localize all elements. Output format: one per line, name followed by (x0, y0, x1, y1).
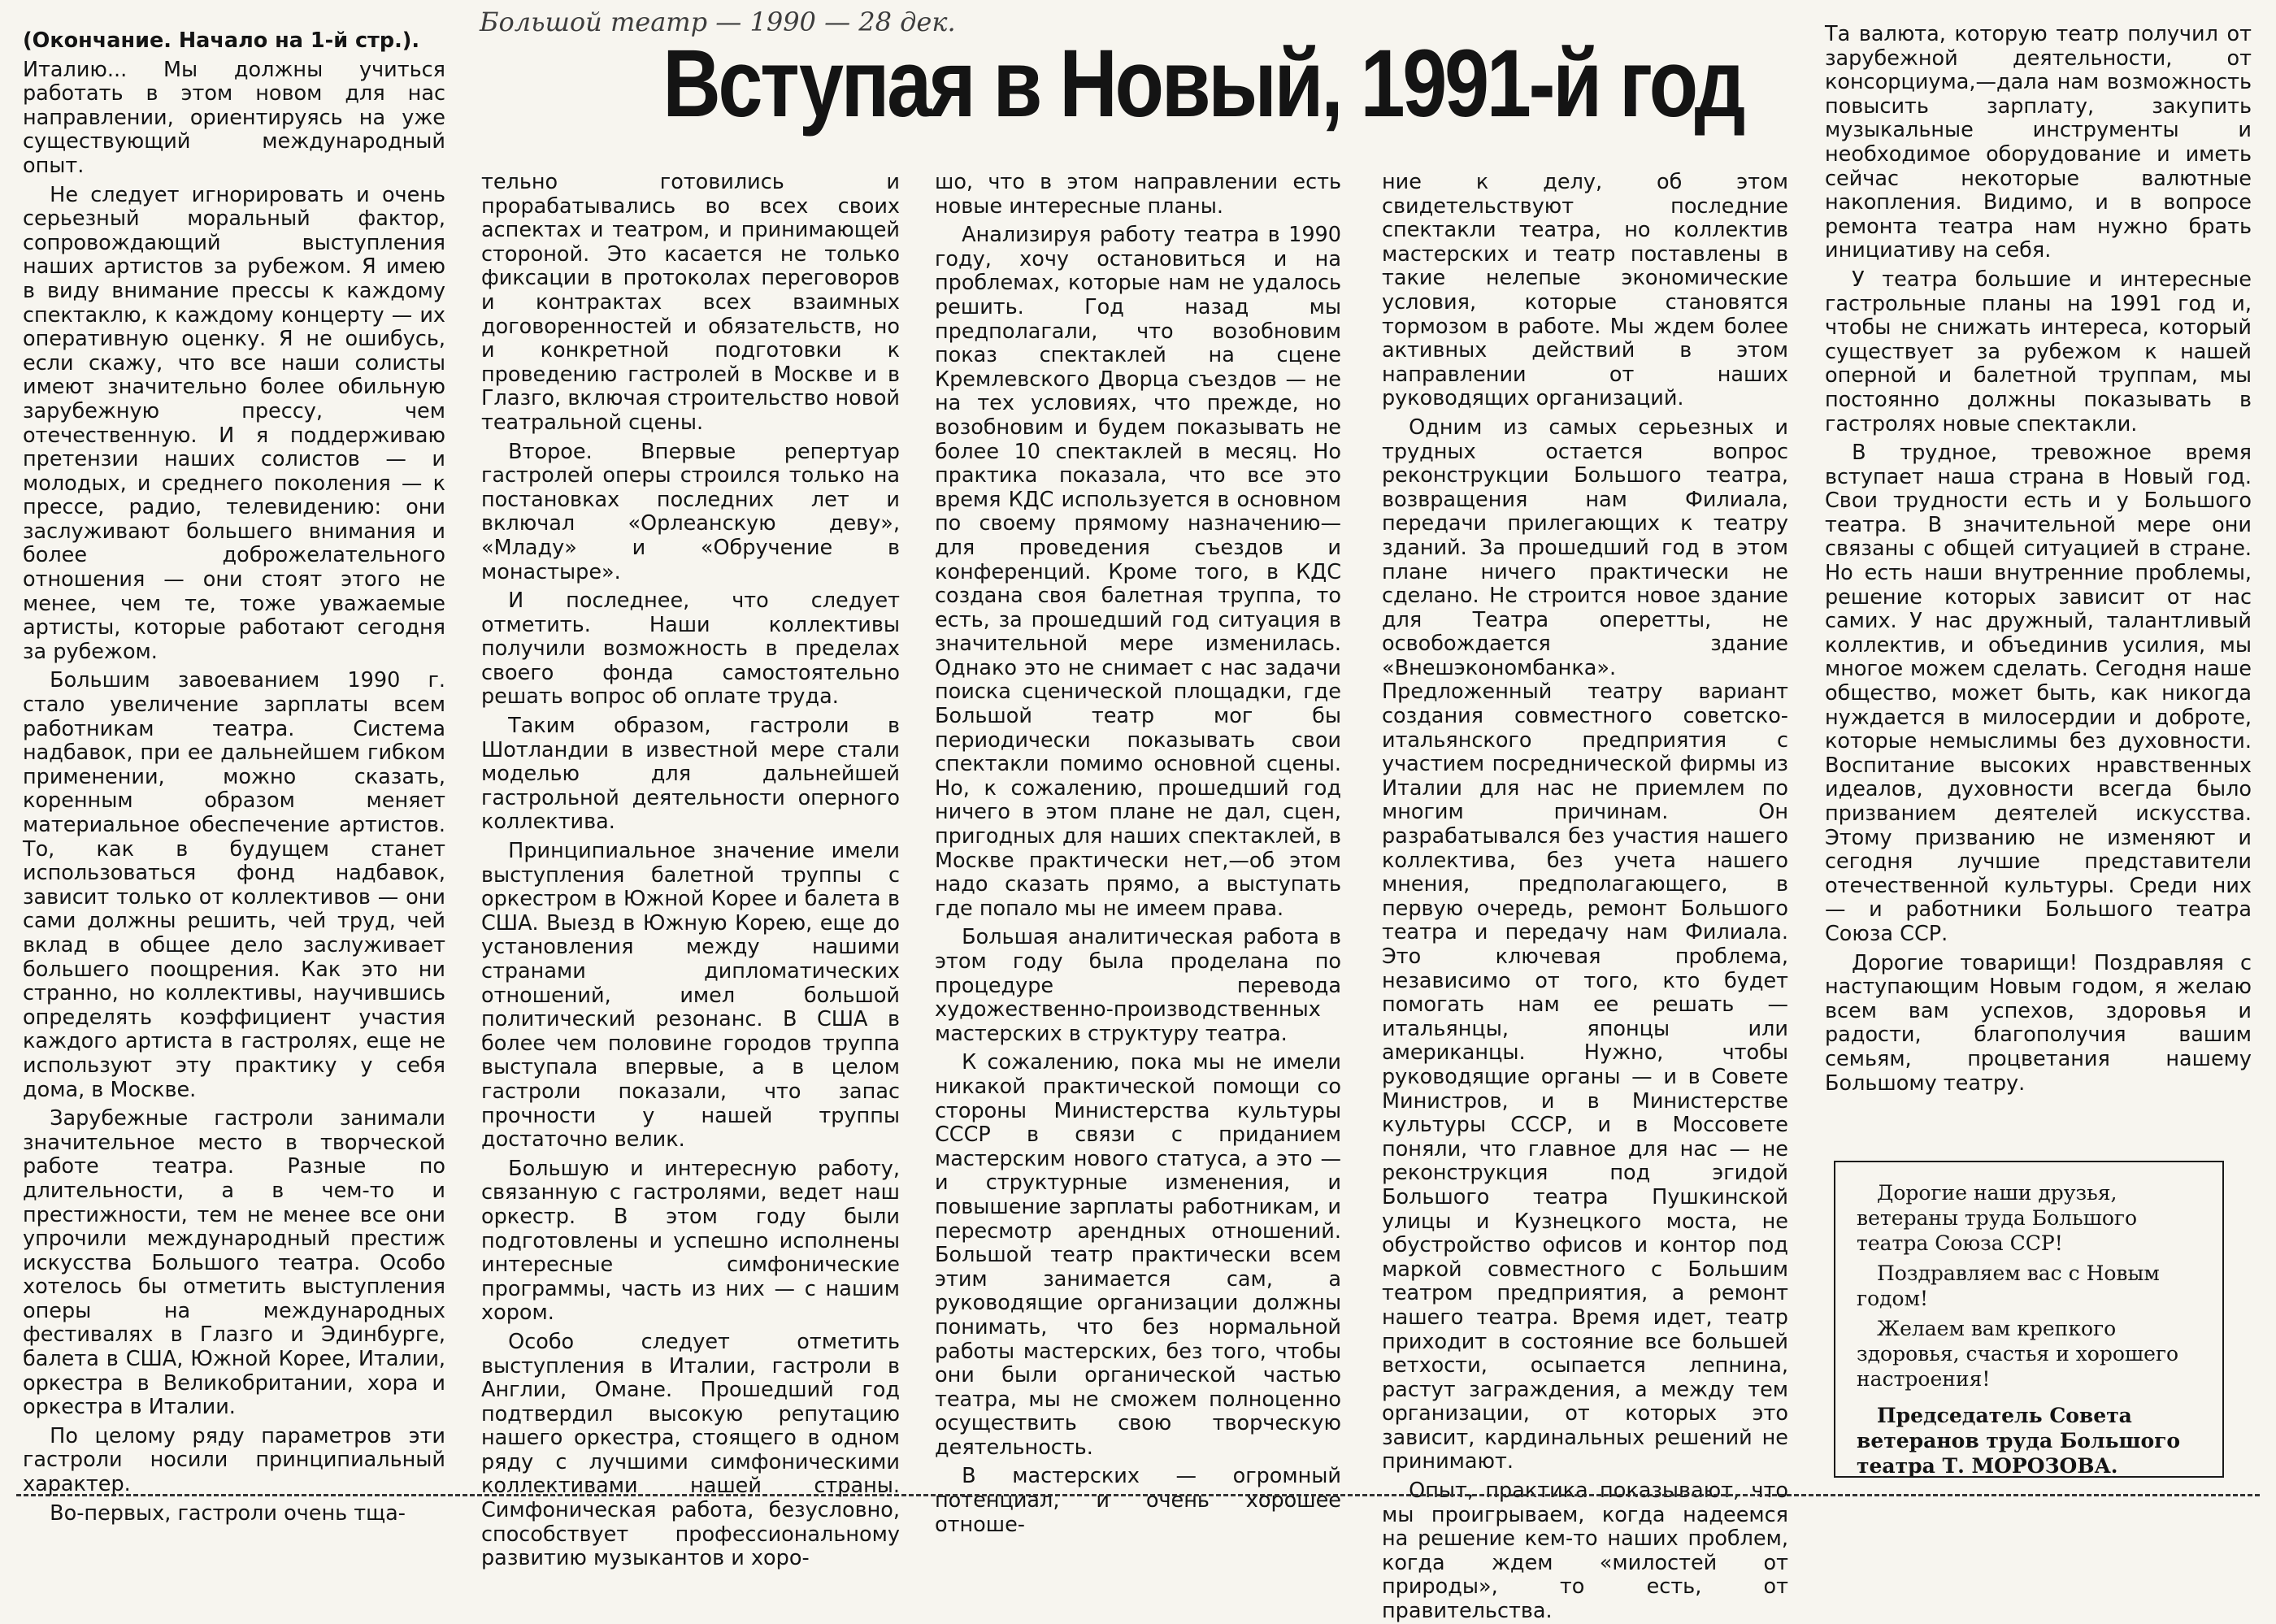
veterans-greeting-box (1834, 1161, 2224, 1478)
paragraph: Второе. Впервые репертуар гастролей оперы строился только на постановках последних лет и включал «Орлеанскую деву», «Младу» и «Обручение в монастыре». (481, 439, 900, 584)
paragraph: Анализируя работу театра в 1990 году, хочу остановиться и на проблемах, которые нам не удалось решить. Год назад мы предполагали, что возобновим показ спектаклей на сцене Кремлевского Дворца съездов — не на тех условиях, что прежде, но возобновим и будем показывать не более 10 спектаклей в месяц. Но практика показала, что все это время КДС используется в основном по своему прямому назначению—для проведения съездов и конференций. Кроме того, в КДС создана своя балетная труппа, то есть, за прошедший год ситуация в значительной мере изменилась. Однако это не снимает с нас задачи поиска сценической площадки, где Большой театр мог бы периодически показывать свои спектакли помимо основной сцены. Но, к сожалению, прошедший год ничего в этом плане не дал, сцен, пригодных для наших спектаклей, в Москве практически нет,—об этом надо сказать прямо, а выступать где попало мы не имеем права. (935, 223, 1341, 921)
paragraph: Принципиальное значение имели выступления балетной труппы с оркестром в Южной Корее и балета в США. Выезд в Южную Корею, еще до установления между нашими странами дипломатических отношений, имел большой политический резонанс. В США в более чем половине городов труппа выступала впервые, а в целом гастроли показали, что запас прочности у нашей труппы достаточно велик. (481, 839, 900, 1153)
bottom-cut-line (16, 1494, 2260, 1496)
paragraph: Во-первых, гастроли очень тща- (50, 1500, 406, 1526)
greeting-paragraph: Дорогие наши друзья, ветераны труда Большого театра Союза ССР! (1857, 1181, 2138, 1255)
paragraph: В трудное, тревожное время вступает наша страна в Новый год. Свои трудности есть и у Большого театра. В значительной мере они связаны с общей ситуацией в стране. Но есть наши внутренние проблемы, решение которых зависит от нас самих. У нас дружный, талантливый коллектив, и объединив усилия, мы многое можем сделать. Сегодня наше общество, может быть, как никогда нуждается в милосердии и доброте, которые немыслимы без духовности. Воспитание высоких нравственных идеалов, духовности всегда было призванием деятелей искусства. Этому призванию не изменяют и сегодня лучшие представители отечественной культуры. Среди них — и работники Большого театра Союза ССР. (1825, 441, 2252, 946)
paragraph: В мастерских — огромный потенциал, и очень хорошее отноше- (935, 1464, 1341, 1537)
article-column-2 (481, 170, 900, 1571)
greeting-signature: Председатель Совета ветеранов труда Большого театра Т. МОРОЗОВА. (1857, 1404, 2181, 1478)
paragraph: И последнее, что следует отметить. Наши коллективы получили возможность в пределах своего фонда самостоятельно решать вопрос об оплате труда. (481, 588, 900, 710)
paragraph: Не следует игнорировать и очень серьезный моральный фактор, сопровождающий выступления наших артистов за рубежом. Я имею в виду внимание прессы к каждому спектаклю, к каждому концерту — их оперативную оценку. Я не ошибусь, если скажу, что все наши солисты имеют значительно более обильную зарубежную прессу, чем отечественную. И я поддерживаю претензии наших солистов — и молодых, и среднего поколения — к прессе, радио, телевидению: они заслуживают большего внимания и более доброжелательного отношения — они стоят этого не менее, чем те, тоже уважаемые артисты, которые работают сегодня за рубежом. (23, 182, 445, 664)
paragraph: шо, что в этом направлении есть новые интересные планы. (935, 170, 1341, 219)
greeting-paragraph: Поздравляем вас с Новым годом! (1857, 1261, 2160, 1310)
paragraph: Зарубежные гастроли занимали значительное место в творческой работе театра. Разные по длительности, а в чем-то и престижности, тем не менее все они упрочили международный престиж искусства Большого театра. Особо хотелось бы отметить выступления оперы на международных фестивалях в Глазго и Эдинбурге, балета в США, Южной Корее, Италии, оркестра в Великобритании, хора и оркестра в Италии. (23, 1106, 445, 1420)
paragraph: Таким образом, гастроли в Шотландии в известной мере стали моделью для дальнейшей гастрольной деятельности оперного коллектива. (481, 714, 900, 835)
paragraph: Большая аналитическая работа в этом году была проделана по процедуре перевода художественно-производственных мастерских в структуру театра. (935, 925, 1341, 1046)
paragraph: Дорогие товарищи! Поздравляя с наступающим Новым годом, я желаю всем вам успехов, здоровья и радости, благополучия вашим семьям, процветания нашему Большому театру. (1825, 950, 2252, 1096)
article-column-1 (23, 28, 445, 1526)
paragraph: По целому ряду параметров эти гастроли носили принципиальный характер. (23, 1423, 445, 1497)
paragraph: Одним из самых серьезных и трудных остается вопрос реконструкции Большого театра, возвращения нам Филиала, передачи прилегающих к театру зданий. За прошедший год в этом плане ничего практически не сделано. Не строится новое здание для Театра оперетты, не освобождается здание «Внешэкономбанка». Предложенный театру вариант создания совместного советско-итальянского предприятия с участием посреднической фирмы из Италии для нас не приемлем по многим причинам. Он разрабатывался без участия нашего коллектива, без учета нашего мнения, предполагающего, в первую очередь, ремонт Большого театра и передачу нам Филиала. Это ключевая проблема, независимо от того, кто будет помогать нам ее решать — итальянцы, японцы или американцы. Нужно, чтобы руководящие органы — и в Совете Министров, и в Министерстве культуры СССР, и в Моссовете поняли, что главное для нас — не реконструкция под эгидой Большого театра Пушкинской улицы и Кузнецкого моста, не обустройство офисов и контор под маркой совместного с Большим театром предприятия, а ремонт нашего театра. Время идет, театр приходит в состояние все большей ветхости, осыпается лепнина, растут заграждения, а между тем организации, от которых это зависит, кардинальных решений не принимают. (1382, 415, 1788, 1474)
continuation-note: (Окончание. Начало на 1-й стр.). (23, 28, 420, 53)
headline: Вступая в Новый, 1991-й год (662, 30, 1744, 137)
greeting-paragraph: Желаем вам крепкого здоровья, счастья и хорошего настроения! (1857, 1317, 2179, 1391)
paragraph: К сожалению, пока мы не имели никакой практической помощи со стороны Министерства культуры СССР в связи с приданием мастерским нового статуса, а это — и структурные изменения, и повышение зарплаты работникам, и пересмотр арендных отношений. Большой театр практически всем этим занимается сам, а руководящие организации должны понимать, что без нормальной работы мастерских, без того, чтобы они были органической частью театра, мы не сможем полноценно осуществить свою творческую деятельность. (935, 1050, 1341, 1460)
paragraph: Опыт, практика показывают, что мы проигрываем, когда надеемся на решение кем-то наших проблем, когда ждем «милостей от природы», то есть, от правительства. (1382, 1479, 1788, 1624)
article-column-5 (1825, 23, 2252, 1153)
paragraph: Большим завоеванием 1990 г. стало увеличение зарплаты всем работникам театра. Система надбавок, при ее дальнейшем гибком применении, можно сказать, коренным образом меняет материальное обеспечение артистов. То, как в будущем станет использоваться фонд надбавок, зависит только от коллективов — они сами должны решить, чей труд, чей вклад в общее дело заслуживает большего поощрения. Как это ни странно, но коллективы, научившись определять коэффициент участия каждого артиста в гастролях, еще не используют эту практику у себя дома, в Москве. (23, 668, 445, 1102)
handwritten-date-note: Большой театр — 1990 — 28 дек. (480, 7, 956, 37)
paragraph: У театра большие и интересные гастрольные планы на 1991 год и, чтобы не снижать интереса, который существует за рубежом к нашей оперной и балетной труппам, мы постоянно должны показывать в гастролях новые спектакли. (1825, 267, 2252, 436)
article-column-4 (1382, 170, 1788, 1624)
paragraph: тельно готовились и прорабатывались во всех своих аспектах и театром, и принимающей стороной. Это касается не только фиксации в протоколах переговоров и контрактах всех взаимных договоренностей и обязательств, но и конкретной подготовки к проведению гастролей в Москве и в Глазго, включая строительство новой театральной сцены. (481, 170, 900, 435)
article-column-3 (935, 170, 1341, 1537)
paragraph: Та валюта, которую театр получил от зарубежной деятельности, от консорциума,—дала нам возможность повысить зарплату, закупить музыкальные инструменты и необходимое оборудование и иметь сейчас некоторые валютные накопления. Видимо, и в вопросе ремонта театра нам нужно брать инициативу на себя. (1825, 22, 2252, 263)
paragraph: Большую и интересную работу, связанную с гастролями, ведет наш оркестр. В этом году были подготовлены и успешно исполнены интересные симфонические программы, часть из них — с нашим хором. (481, 1156, 900, 1326)
paragraph: Италию... Мы должны учиться работать в этом новом для нас направлении, ориентируясь на уже существующий международный опыт. (23, 57, 445, 178)
paragraph: Особо следует отметить выступления в Италии, гастроли в Англии, Омане. Прошедший год подтвердил высокую репутацию нашего оркестра, стоящего в одном ряду с лучшими симфоническими коллективами нашей страны. Симфоническая работа, безусловно, способствует профессиональному развитию музыкантов и хоро- (481, 1329, 900, 1571)
paragraph: ние к делу, об этом свидетельствуют последние спектакли театра, но коллектив мастерских и театр поставлены в такие нелепые экономические условия, которые становятся тормозом в работе. Мы ждем более активных действий в этом направлении от наших руководящих организаций. (1382, 170, 1788, 411)
